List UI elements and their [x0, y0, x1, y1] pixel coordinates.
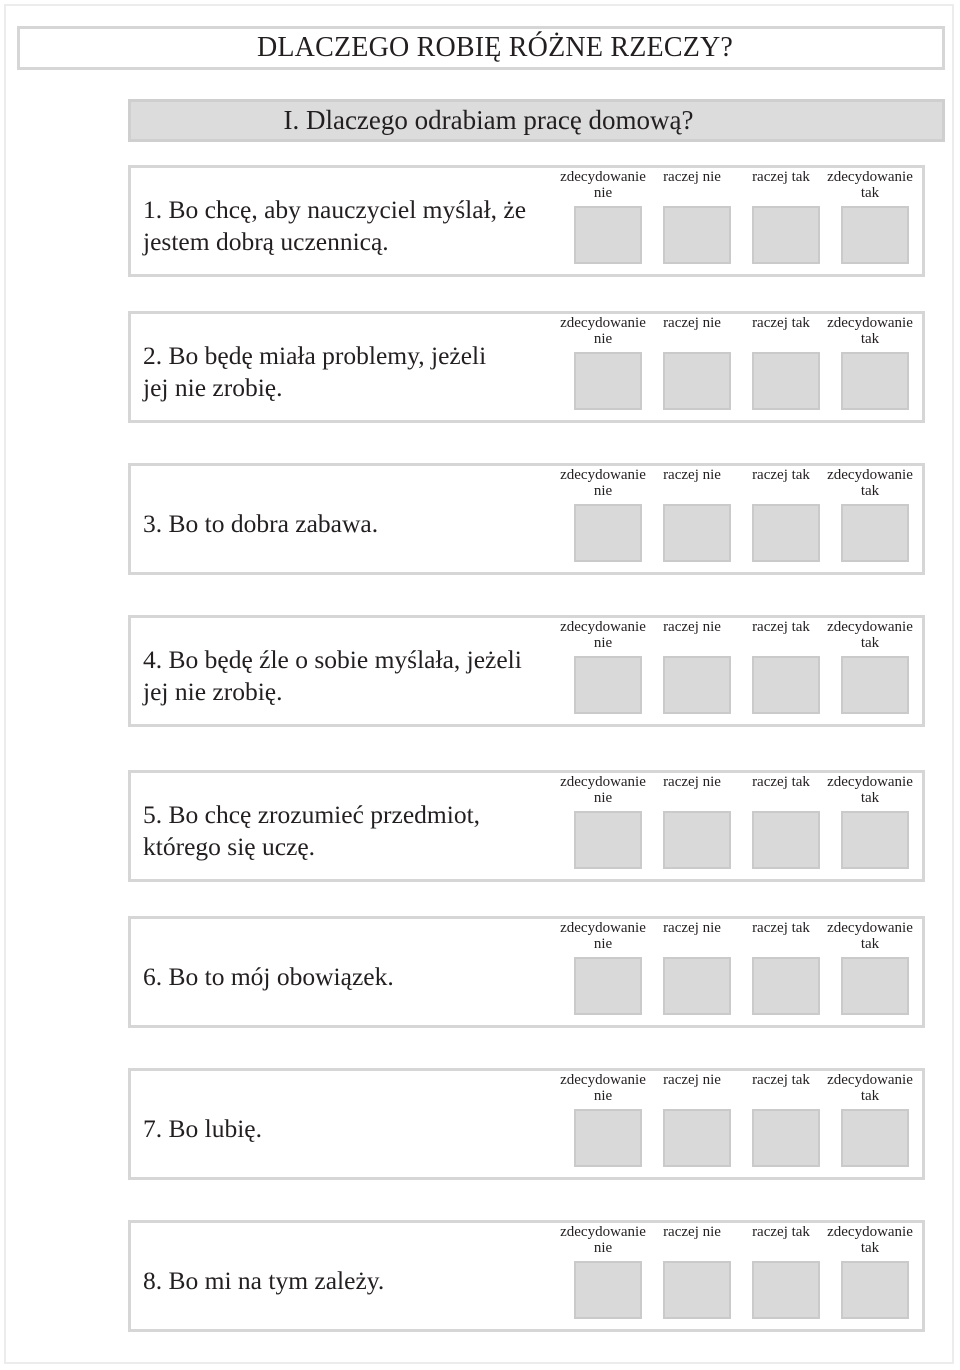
- question-text: [143, 799, 553, 863]
- scale-label-line-1: raczej tak: [752, 774, 810, 790]
- answer-checkbox[interactable]: [574, 957, 642, 1015]
- scale-label-line-1: raczej nie: [663, 1224, 721, 1240]
- question-text: [143, 508, 553, 540]
- scale-label: [733, 1073, 829, 1089]
- answer-checkbox[interactable]: [574, 352, 642, 410]
- answer-checkbox[interactable]: [841, 957, 909, 1015]
- answer-checkbox[interactable]: [574, 811, 642, 869]
- scale-label-line-1: raczej tak: [752, 1224, 810, 1240]
- answer-checkbox[interactable]: [663, 811, 731, 869]
- scale-label: [733, 921, 829, 937]
- question-item: [128, 770, 925, 882]
- answer-checkbox[interactable]: [841, 504, 909, 562]
- scale-label-line-2: nie: [593, 634, 613, 651]
- scale-label: [644, 775, 740, 791]
- scale-label-line-1: zdecydowanie: [827, 1224, 913, 1240]
- scale-label: [644, 468, 740, 484]
- scale-label: [733, 620, 829, 636]
- answer-checkbox[interactable]: [841, 656, 909, 714]
- question-text: [143, 1113, 553, 1145]
- scale-label-line-2: tak: [860, 1087, 880, 1104]
- scale-label: [644, 921, 740, 937]
- scale-label: [822, 1225, 918, 1256]
- question-line-1: 5. Bo chcę zrozumieć przedmiot,: [143, 800, 481, 829]
- scale-label-line-1: raczej nie: [663, 315, 721, 331]
- question-line-1: 1. Bo chcę, aby nauczyciel myślał, że: [143, 195, 527, 224]
- scale-label: [733, 170, 829, 186]
- scale-label-line-1: raczej nie: [663, 1072, 721, 1088]
- scale-label-line-1: zdecydowanie: [560, 1072, 646, 1088]
- question-line-1: 3. Bo to dobra zabawa.: [143, 509, 379, 538]
- scale-label-line-1: zdecydowanie: [560, 619, 646, 635]
- question-text: [143, 644, 553, 708]
- answer-checkbox[interactable]: [841, 352, 909, 410]
- scale-label: [644, 620, 740, 636]
- scale-label-line-1: raczej tak: [752, 1072, 810, 1088]
- answer-checkbox[interactable]: [752, 206, 820, 264]
- scale-label-line-1: zdecydowanie: [827, 619, 913, 635]
- scale-label-line-1: raczej tak: [752, 619, 810, 635]
- question-text: [143, 194, 553, 258]
- answer-checkbox[interactable]: [663, 1109, 731, 1167]
- scale-label-line-1: zdecydowanie: [560, 920, 646, 936]
- answer-checkbox[interactable]: [841, 1109, 909, 1167]
- scale-label-line-2: nie: [593, 935, 613, 952]
- scale-label: [733, 775, 829, 791]
- answer-checkbox[interactable]: [752, 504, 820, 562]
- answer-checkbox[interactable]: [663, 656, 731, 714]
- scale-label: [822, 775, 918, 806]
- question-line-2: jestem dobrą uczennicą.: [143, 227, 389, 256]
- answer-checkbox[interactable]: [574, 1261, 642, 1319]
- scale-label-line-1: raczej nie: [663, 467, 721, 483]
- scale-label-line-1: zdecydowanie: [560, 467, 646, 483]
- scale-label-line-2: nie: [593, 789, 613, 806]
- scale-label-line-2: tak: [860, 482, 880, 499]
- scale-label: [733, 468, 829, 484]
- scale-label: [822, 170, 918, 201]
- scale-label-line-2: tak: [860, 1239, 880, 1256]
- scale-label-line-2: nie: [593, 330, 613, 347]
- answer-checkbox[interactable]: [752, 1109, 820, 1167]
- scale-label-line-1: raczej tak: [752, 315, 810, 331]
- scale-label: [555, 1073, 651, 1104]
- answer-checkbox[interactable]: [752, 1261, 820, 1319]
- answer-checkbox[interactable]: [663, 206, 731, 264]
- question-item: [128, 615, 925, 727]
- scale-label: [822, 468, 918, 499]
- question-line-2: jej nie zrobię.: [143, 373, 283, 402]
- scale-label: [733, 1225, 829, 1241]
- scale-label: [555, 921, 651, 952]
- scale-label-line-1: zdecydowanie: [560, 774, 646, 790]
- scale-label: [733, 316, 829, 332]
- scale-label-line-2: nie: [593, 1239, 613, 1256]
- scale-label-line-1: zdecydowanie: [560, 169, 646, 185]
- answer-checkbox[interactable]: [574, 656, 642, 714]
- question-line-1: 6. Bo to mój obowiązek.: [143, 962, 394, 991]
- question-text: [143, 340, 553, 404]
- question-line-2: jej nie zrobię.: [143, 677, 283, 706]
- answer-checkbox[interactable]: [574, 1109, 642, 1167]
- scale-label-line-1: zdecydowanie: [827, 315, 913, 331]
- scale-label: [555, 316, 651, 347]
- answer-checkbox[interactable]: [663, 1261, 731, 1319]
- scale-label-line-1: zdecydowanie: [827, 1072, 913, 1088]
- answer-checkbox[interactable]: [663, 957, 731, 1015]
- scale-label: [555, 620, 651, 651]
- question-line-1: 4. Bo będę źle o sobie myślała, jeżeli: [143, 645, 522, 674]
- question-line-1: 2. Bo będę miała problemy, jeżeli: [143, 341, 487, 370]
- scale-label: [644, 170, 740, 186]
- question-item: [128, 165, 925, 277]
- scale-label: [555, 468, 651, 499]
- question-item: [128, 463, 925, 575]
- scale-label-line-2: nie: [593, 1087, 613, 1104]
- answer-checkbox[interactable]: [663, 504, 731, 562]
- question-line-1: 7. Bo lubię.: [143, 1114, 262, 1143]
- answer-checkbox[interactable]: [574, 206, 642, 264]
- scale-label-line-1: raczej tak: [752, 467, 810, 483]
- scale-label: [555, 1225, 651, 1256]
- question-item: [128, 1068, 925, 1180]
- scale-label-line-2: tak: [860, 184, 880, 201]
- scale-label-line-1: zdecydowanie: [560, 315, 646, 331]
- scale-label-line-1: zdecydowanie: [827, 774, 913, 790]
- section-header: [128, 99, 945, 142]
- scale-label-line-1: raczej tak: [752, 169, 810, 185]
- question-line-1: 8. Bo mi na tym zależy.: [143, 1266, 385, 1295]
- scale-label-line-2: tak: [860, 935, 880, 952]
- scale-label-line-1: zdecydowanie: [827, 169, 913, 185]
- page-title-box: [17, 26, 945, 70]
- scale-label-line-2: nie: [593, 482, 613, 499]
- question-item: [128, 311, 925, 423]
- question-line-2: którego się uczę.: [143, 832, 316, 861]
- question-text: [143, 961, 553, 993]
- scale-label-line-2: tak: [860, 789, 880, 806]
- answer-checkbox[interactable]: [752, 352, 820, 410]
- answer-checkbox[interactable]: [841, 206, 909, 264]
- scale-label-line-1: raczej nie: [663, 920, 721, 936]
- answer-checkbox[interactable]: [841, 1261, 909, 1319]
- scale-label-line-1: raczej nie: [663, 169, 721, 185]
- scale-label: [644, 316, 740, 332]
- answer-checkbox[interactable]: [663, 352, 731, 410]
- scale-label-line-1: zdecydowanie: [827, 920, 913, 936]
- scale-label-line-1: raczej tak: [752, 920, 810, 936]
- scale-label: [822, 921, 918, 952]
- scale-label: [644, 1073, 740, 1089]
- scale-label: [822, 316, 918, 347]
- scale-label-line-1: raczej nie: [663, 619, 721, 635]
- scale-label-line-1: zdecydowanie: [560, 1224, 646, 1240]
- scale-label: [555, 170, 651, 201]
- answer-checkbox[interactable]: [574, 504, 642, 562]
- scale-label: [822, 1073, 918, 1104]
- scale-label-line-1: zdecydowanie: [827, 467, 913, 483]
- answer-checkbox[interactable]: [752, 656, 820, 714]
- scale-label: [555, 775, 651, 806]
- answer-checkbox[interactable]: [752, 811, 820, 869]
- question-item: [128, 1220, 925, 1332]
- answer-checkbox[interactable]: [841, 811, 909, 869]
- answer-checkbox[interactable]: [752, 957, 820, 1015]
- scale-label: [644, 1225, 740, 1241]
- scale-label-line-2: tak: [860, 330, 880, 347]
- question-text: [143, 1265, 553, 1297]
- section-title: I. Dlaczego odrabiam pracę domową?: [283, 105, 694, 135]
- question-item: [128, 916, 925, 1028]
- scale-label-line-1: raczej nie: [663, 774, 721, 790]
- scale-label: [822, 620, 918, 651]
- scale-label-line-2: nie: [593, 184, 613, 201]
- scale-label-line-2: tak: [860, 634, 880, 651]
- page-title: DLACZEGO ROBIĘ RÓŻNE RZECZY?: [256, 32, 734, 63]
